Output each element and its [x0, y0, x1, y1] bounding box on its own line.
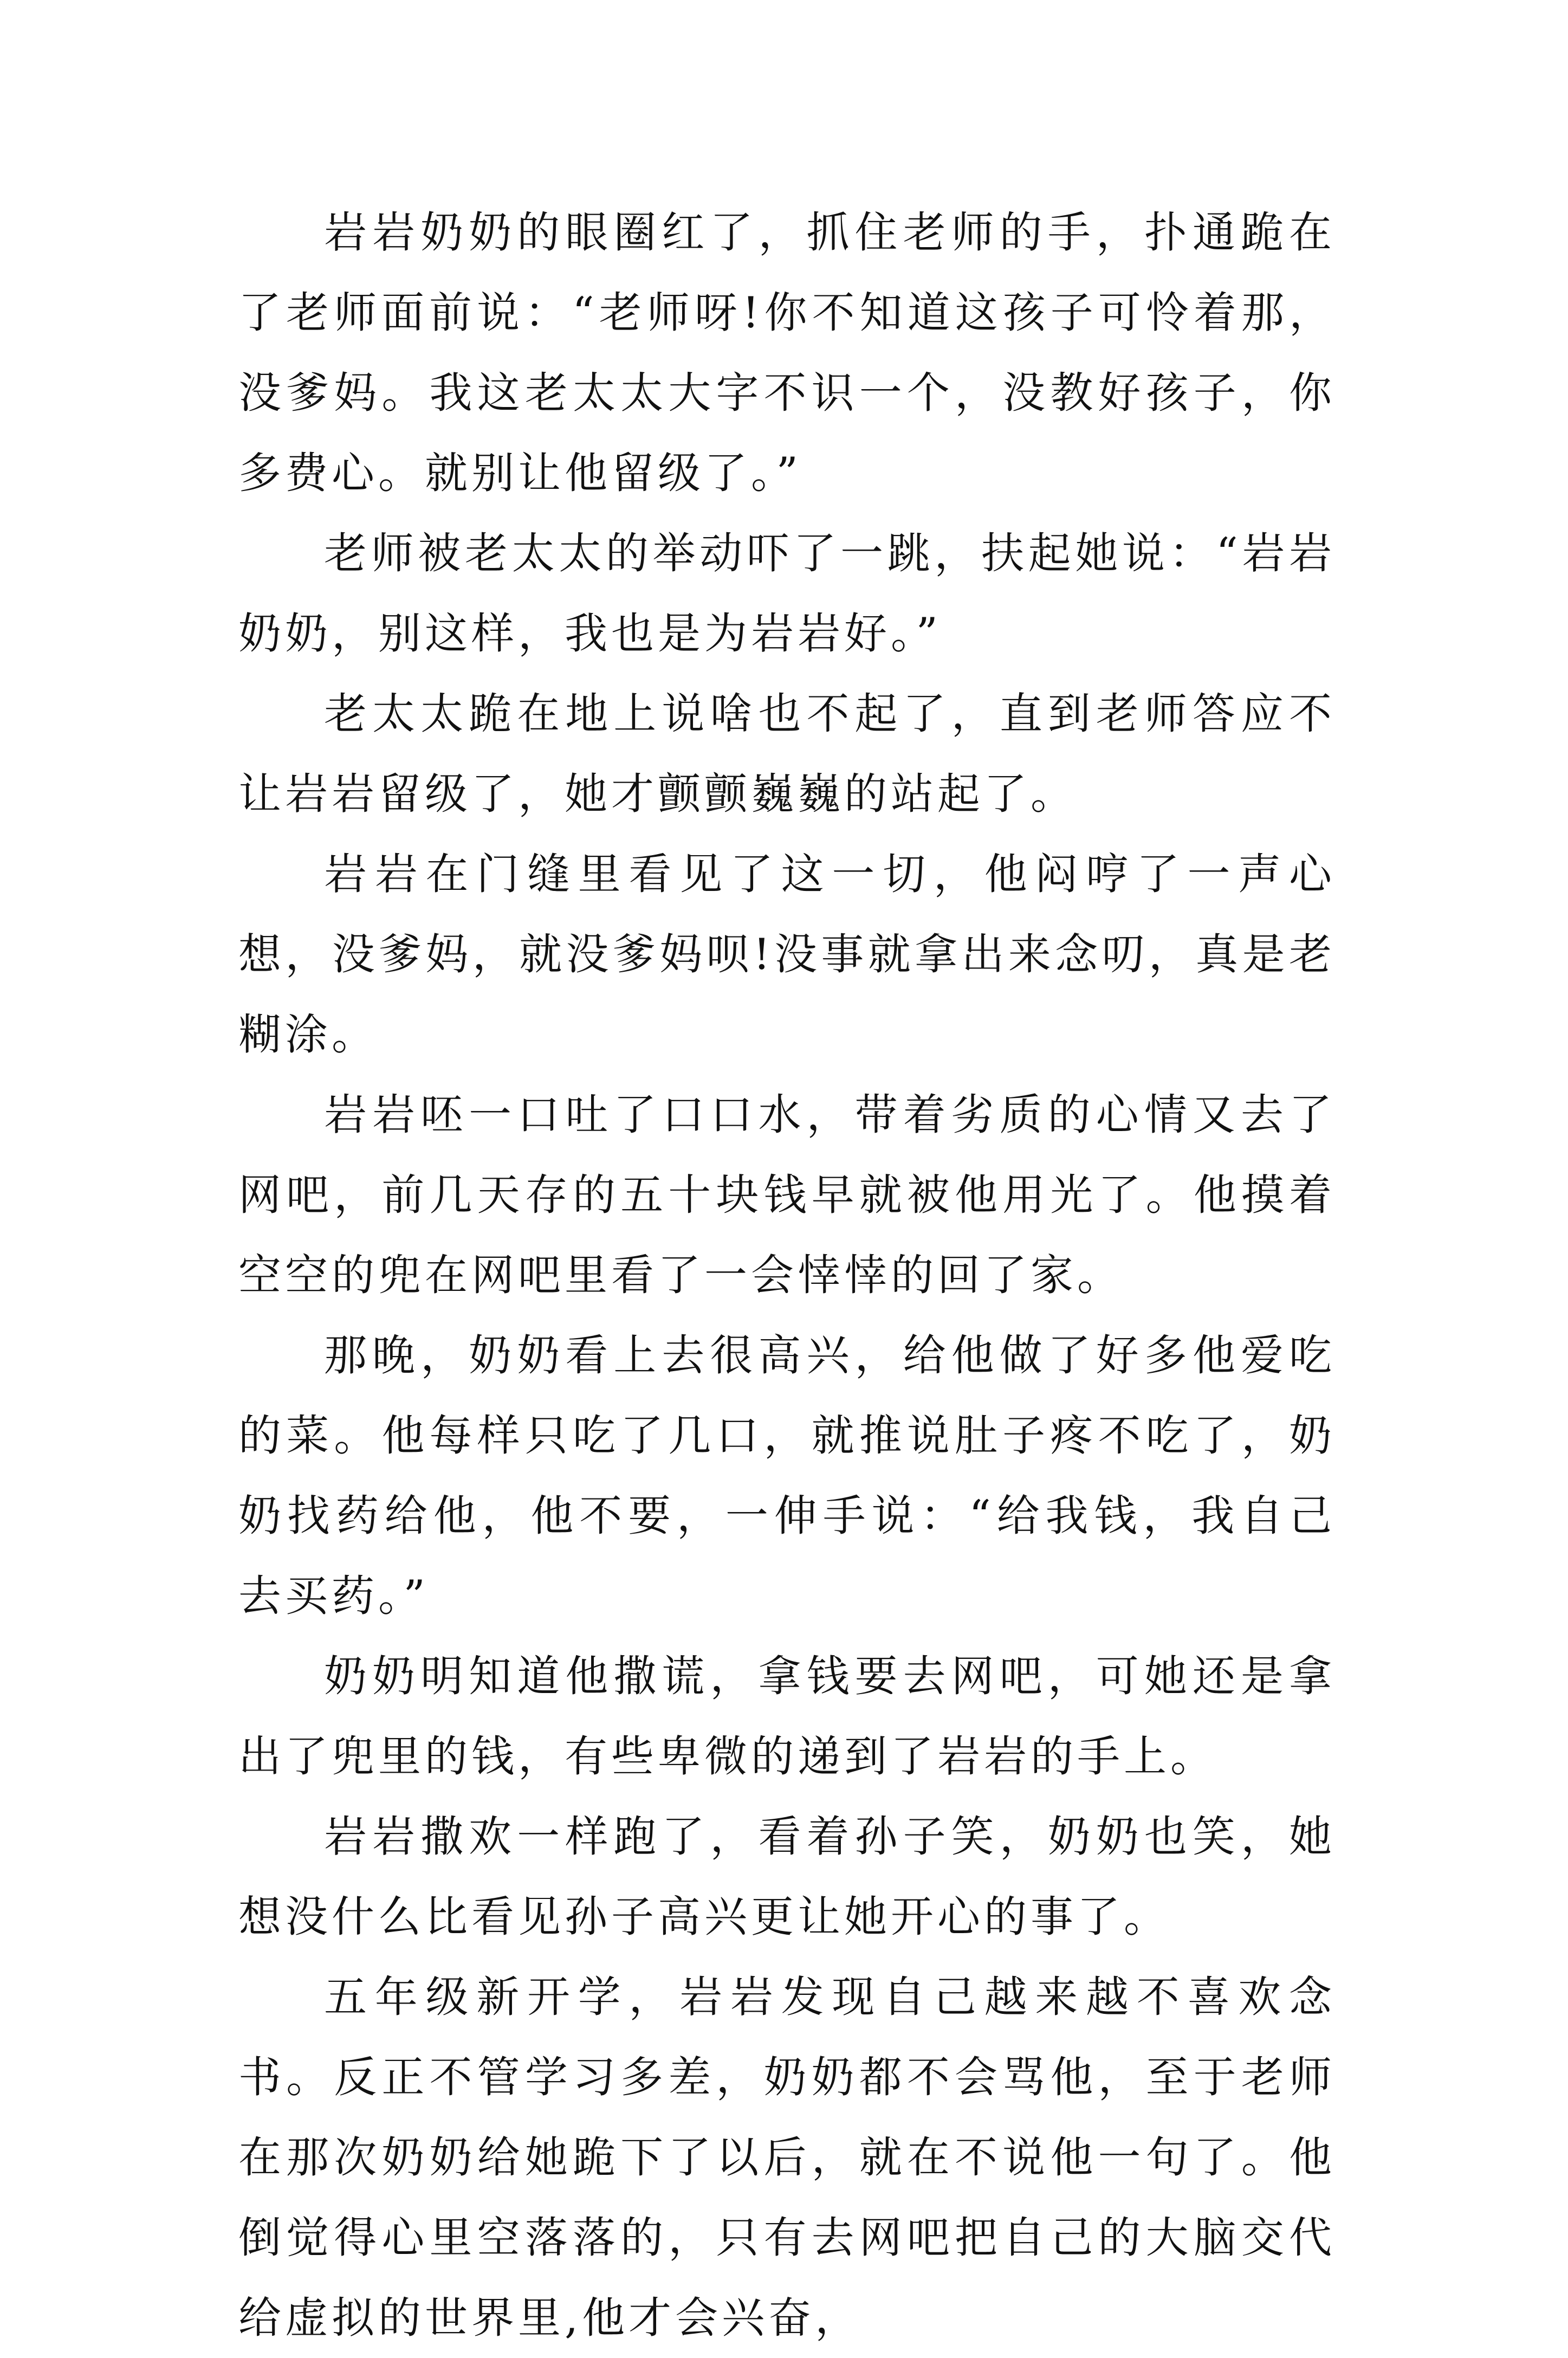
paragraph-5: 岩岩呸一口吐了口口水，带着劣质的心情又去了网吧，前几天存的五十块钱早就被他用光了。他摸着空空的兜在网吧里看了一会悻悻的回了家。 — [238, 1090, 1336, 1300]
paragraph-1: 岩岩奶奶的眼圈红了，抓住老师的手，扑通跪在了老师面前说：“老师呀!你不知道这孩子可怜着那，没爹妈。我这老太太大字不识一个，没教好孩子，你多费心。就别让他留级了。” — [238, 208, 1336, 498]
body-text — [238, 192, 1336, 2358]
paragraph-8: 岩岩撒欢一样跑了，看着孙子笑，奶奶也笑，她想没什么比看见孙子高兴更让她开心的事了。 — [238, 1812, 1336, 1942]
paragraph-4: 岩岩在门缝里看见了这一切，他闷哼了一声心想，没爹妈，就没爹妈呗!没事就拿出来念叨，真是老糊涂。 — [238, 849, 1336, 1060]
paragraph-6: 那晚，奶奶看上去很高兴，给他做了好多他爱吃的菜。他每样只吃了几口，就推说肚子疼不吃了，奶奶找药给他，他不要，一伸手说：“给我钱，我自己去买药。” — [238, 1330, 1336, 1621]
paragraph-7: 奶奶明知道他撒谎，拿钱要去网吧，可她还是拿出了兜里的钱，有些卑微的递到了岩岩的手上。 — [238, 1651, 1336, 1781]
paragraph-2: 老师被老太太的举动吓了一跳，扶起她说：“岩岩奶奶，别这样，我也是为岩岩好。” — [238, 528, 1336, 658]
paragraph-3: 老太太跪在地上说啥也不起了，直到老师答应不让岩岩留级了，她才颤颤巍巍的站起了。 — [238, 689, 1336, 819]
paragraph-9: 五年级新开学，岩岩发现自己越来越不喜欢念书。反正不管学习多差，奶奶都不会骂他，至于老师在那次奶奶给她跪下了以后，就在不说他一句了。他倒觉得心里空落落的，只有去网吧把自己的大脑交代给虚拟的世界里,他才会兴奋， — [238, 1972, 1336, 2343]
